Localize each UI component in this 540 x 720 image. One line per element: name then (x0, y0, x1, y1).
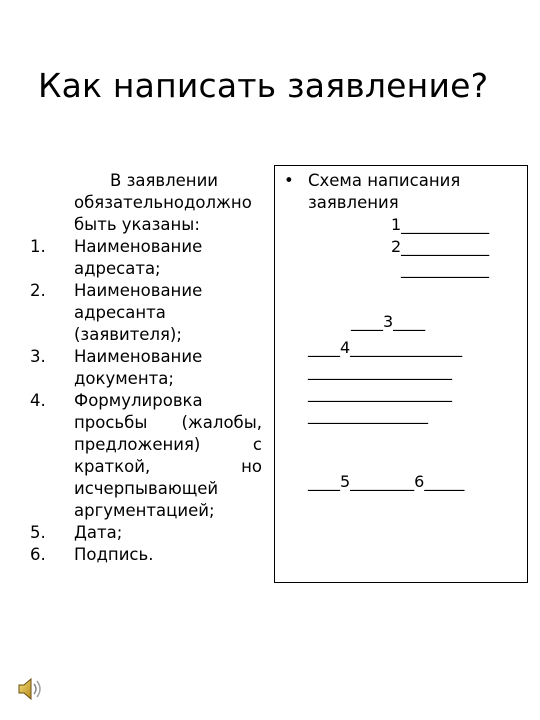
slide-title: Как написать заявление? (38, 66, 489, 105)
list-item (30, 390, 262, 522)
requirements-column (30, 170, 262, 566)
item-number: 2. (30, 281, 46, 300)
list-item (30, 236, 262, 280)
list-item (30, 280, 262, 346)
scheme-line-8: _______________ (308, 405, 428, 424)
item-line: Наименование (74, 281, 203, 300)
list-item (30, 522, 262, 544)
requirements-list (30, 236, 262, 566)
scheme-line-4: ____3____ (351, 312, 426, 331)
scheme-line-1: 1___________ (391, 215, 490, 234)
scheme-line-2: 2___________ (391, 237, 490, 256)
item-line: Дата; (74, 523, 123, 542)
item-line: адресата; (74, 259, 161, 278)
scheme-line-6: __________________ (308, 361, 452, 380)
item-number: 4. (30, 391, 46, 410)
scheme-heading-line: Схема написания (308, 171, 461, 190)
scheme-line-9: ____5________6_____ (308, 472, 465, 491)
item-line: адресанта (74, 303, 166, 322)
item-line: Наименование (74, 347, 203, 366)
item-line: (заявителя); (74, 325, 182, 344)
scheme-line-3: ___________ (401, 259, 489, 278)
item-number: 5. (30, 523, 46, 542)
item-number: 1. (30, 237, 46, 256)
scheme-heading (308, 170, 460, 214)
item-line: краткой, но (74, 457, 262, 476)
item-number: 6. (30, 545, 46, 564)
intro-line: В заявлении (110, 171, 219, 190)
item-number: 3. (30, 347, 46, 366)
item-line: предложения) с (74, 435, 262, 454)
item-line: Формулировка (74, 391, 203, 410)
speaker-icon[interactable] (16, 676, 44, 702)
intro-line: обязательнодолжно (74, 193, 252, 212)
item-line: Наименование (74, 237, 203, 256)
scheme-line-7: __________________ (308, 383, 452, 402)
scheme-line-5: ____4______________ (308, 338, 463, 357)
item-line: исчерпывающей (74, 479, 219, 498)
list-item (30, 544, 262, 566)
item-line: аргументацией; (74, 501, 215, 520)
requirements-intro (74, 170, 262, 236)
item-line: документа; (74, 369, 174, 388)
intro-line: быть указаны: (74, 215, 200, 234)
item-line: Подпись. (74, 545, 154, 564)
bullet-glyph: • (284, 171, 294, 190)
item-line: просьбы (жалобы, (74, 413, 262, 432)
list-item (30, 346, 262, 390)
scheme-heading-line: заявления (308, 193, 399, 212)
